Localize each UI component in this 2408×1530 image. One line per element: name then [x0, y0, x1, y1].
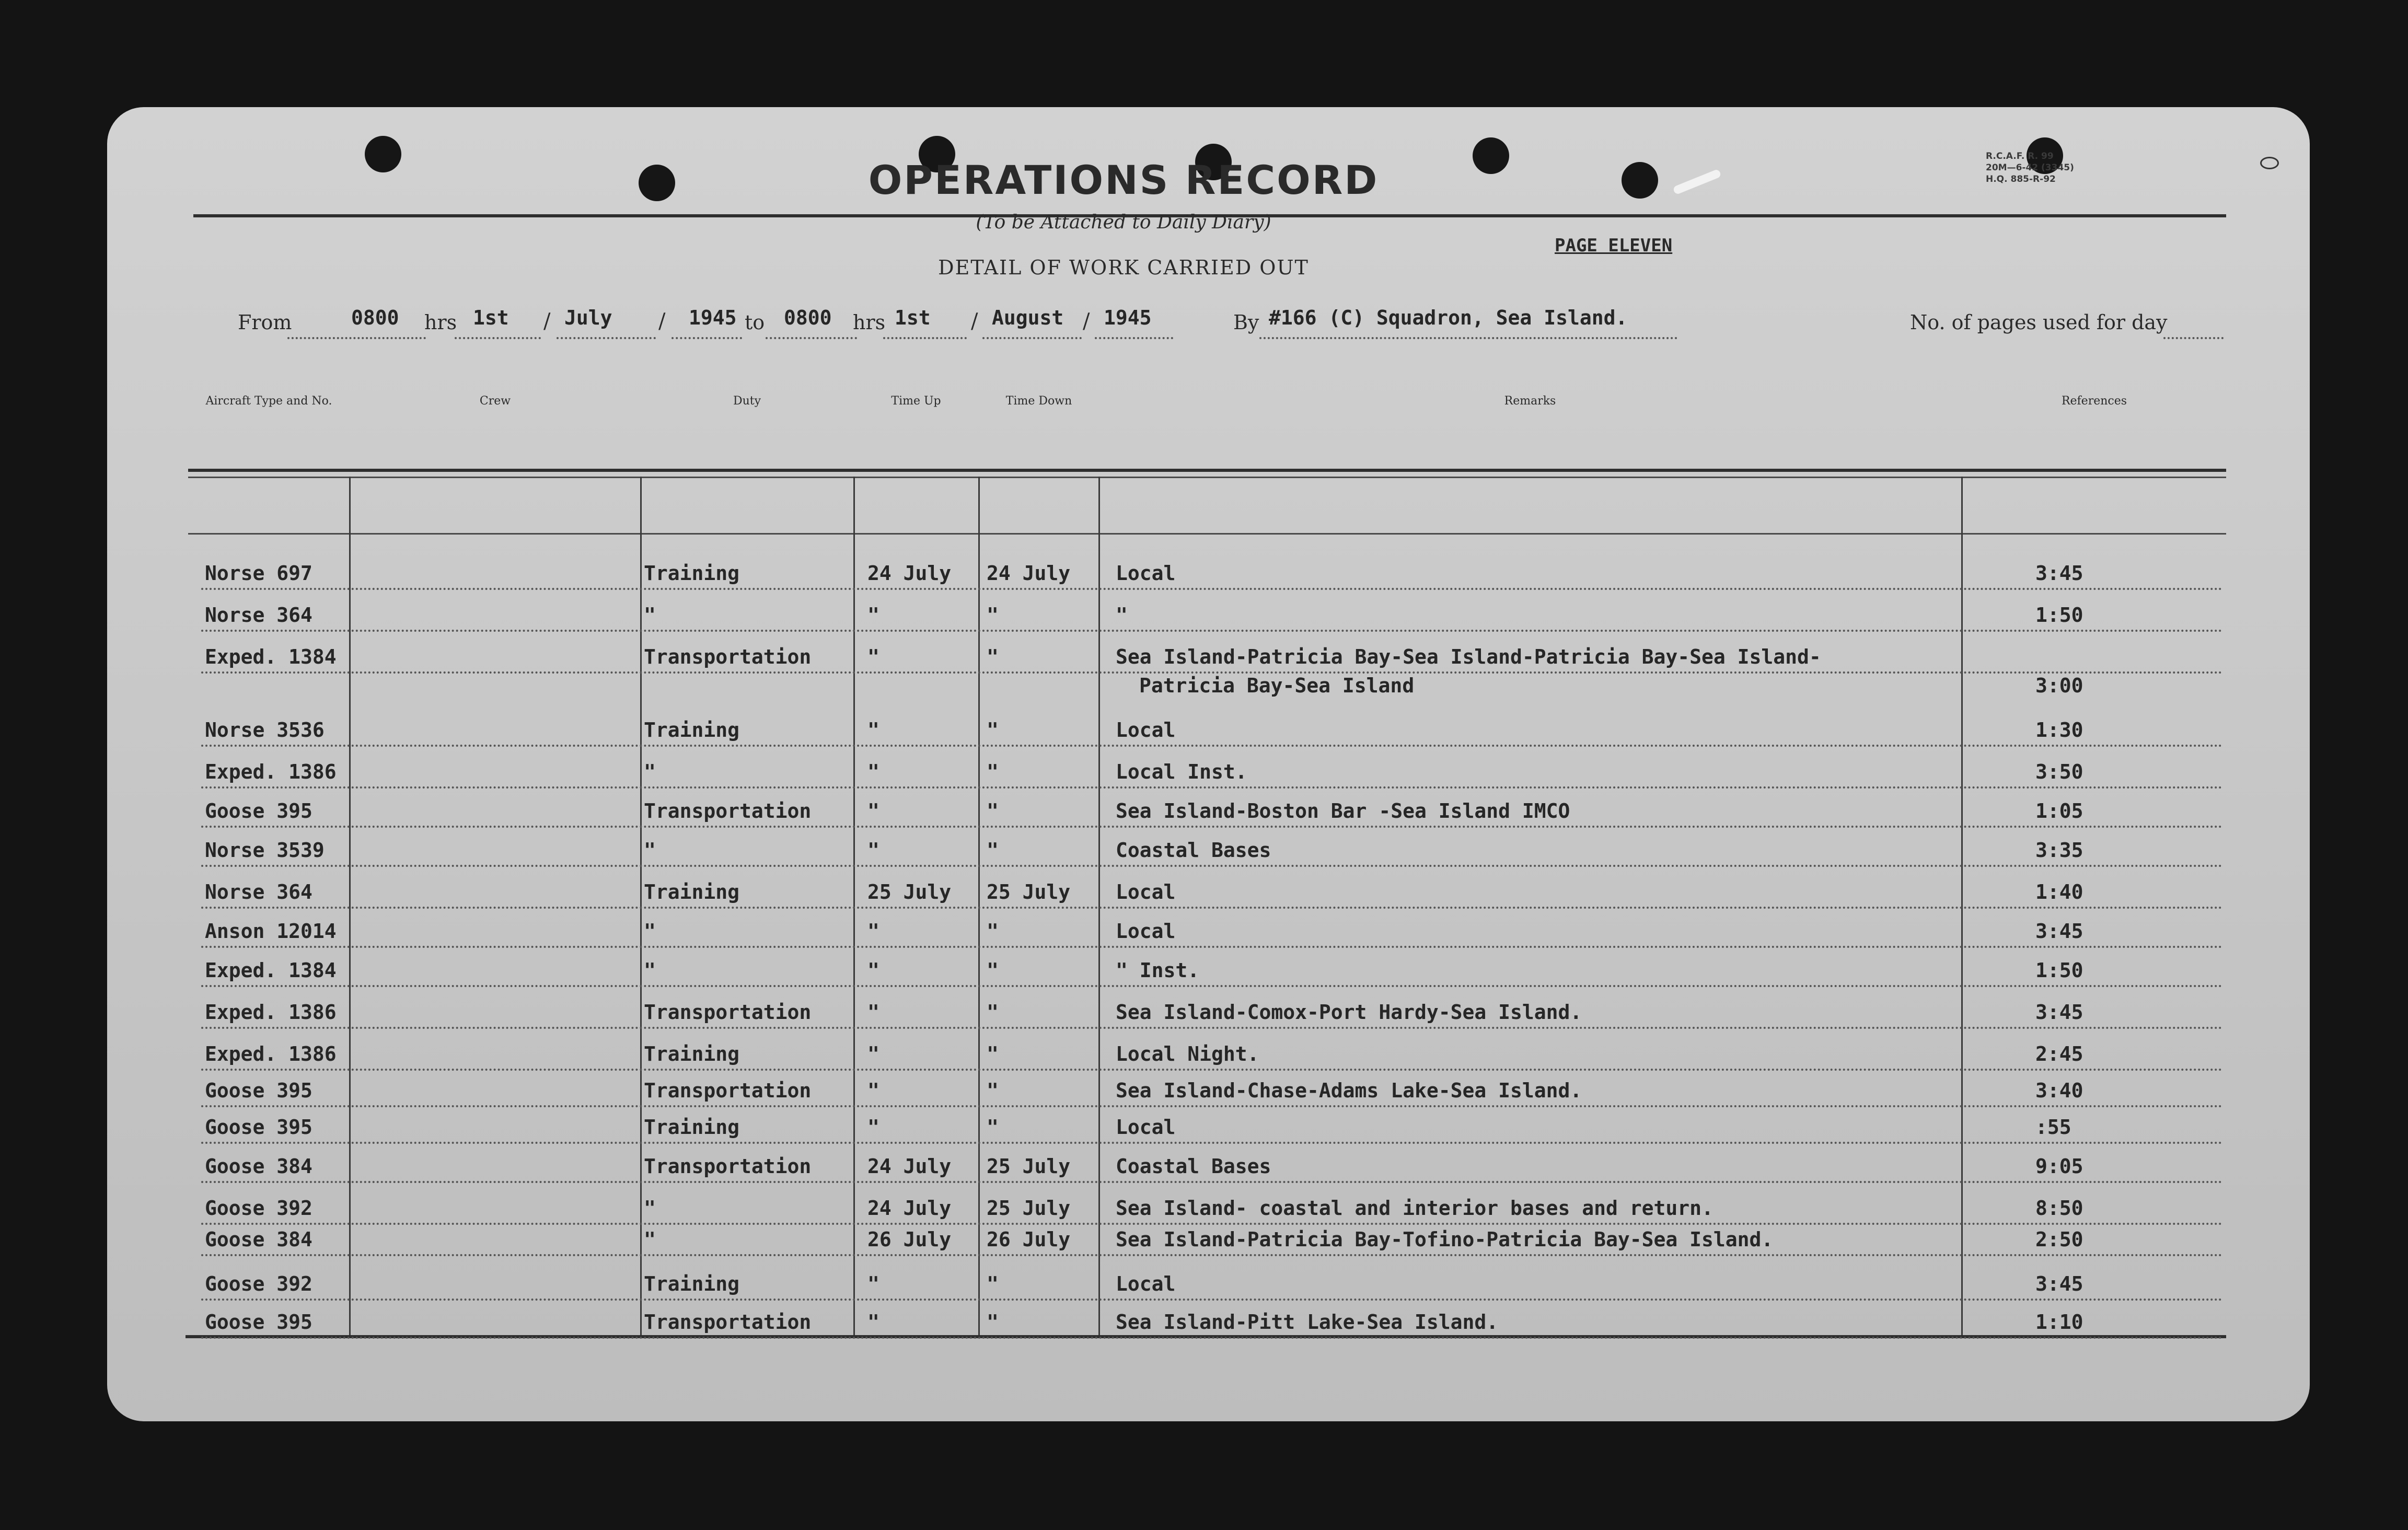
time-down-cell: 25 July	[987, 1197, 1071, 1220]
remarks-cell: Local Night.	[1116, 1042, 1259, 1065]
column-divider	[640, 477, 642, 1335]
reference-cell: 1:05	[2035, 799, 2083, 822]
reference-cell: 3:00	[2035, 674, 2083, 697]
reference-cell: 8:50	[2035, 1197, 2083, 1220]
to-time: 0800	[784, 306, 832, 329]
remarks-cell: Coastal Bases	[1116, 1155, 1271, 1178]
time-down-cell: "	[987, 1116, 999, 1139]
row-dotted-rule	[201, 1337, 2224, 1339]
remarks-cell: Sea Island- coastal and interior bases and return.	[1116, 1197, 1714, 1220]
from-day: 1st	[473, 306, 509, 329]
reference-cell: 9:05	[2035, 1155, 2083, 1178]
punch-hole	[639, 165, 675, 201]
time-up-cell: "	[867, 760, 879, 783]
time-up-cell: "	[867, 1311, 879, 1334]
aircraft-cell: Goose 395	[205, 1311, 312, 1334]
row-dotted-rule	[201, 588, 2224, 590]
time-down-cell: "	[987, 920, 999, 943]
row-dotted-rule	[201, 1254, 2224, 1256]
from-year: 1945	[689, 306, 737, 329]
aircraft-cell: Exped. 1384	[205, 645, 337, 668]
row-dotted-rule	[201, 1069, 2224, 1071]
remarks-cell: " Inst.	[1116, 959, 1200, 982]
reference-cell: 3:40	[2035, 1079, 2083, 1102]
time-up-cell: "	[867, 718, 879, 741]
row-dotted-rule	[201, 745, 2224, 747]
aircraft-cell: Exped. 1384	[205, 959, 337, 982]
header-crew: Crew	[479, 395, 511, 408]
aircraft-cell: Norse 364	[205, 880, 312, 903]
header-time-up: Time Up	[891, 395, 941, 408]
remarks-cell: Local Inst.	[1116, 760, 1247, 783]
aircraft-cell: Exped. 1386	[205, 1001, 337, 1024]
row-dotted-rule	[201, 1105, 2224, 1107]
margin-mark	[2260, 157, 2279, 169]
duty-cell: Training	[644, 1116, 740, 1139]
aircraft-cell: Norse 3536	[205, 718, 325, 741]
column-divider	[349, 477, 351, 1335]
reference-cell: 1:50	[2035, 604, 2083, 627]
reference-cell: 3:45	[2035, 1001, 2083, 1024]
time-up-cell: "	[867, 1042, 879, 1065]
to-day: 1st	[895, 306, 931, 329]
page-number-label: PAGE ELEVEN	[1555, 235, 1673, 256]
header-references: References	[2061, 395, 2127, 408]
remarks-cell: Sea Island-Patricia Bay-Sea Island-Patricia Bay-Sea Island-	[1116, 645, 1821, 668]
remarks-cell: Local	[1116, 562, 1176, 585]
to-month: August	[992, 306, 1064, 329]
unit-name: #166 (C) Squadron, Sea Island.	[1269, 306, 1628, 329]
dotted-line	[455, 337, 541, 339]
time-up-cell: "	[867, 1079, 879, 1102]
time-up-cell: "	[867, 799, 879, 822]
duty-cell: Training	[644, 880, 740, 903]
time-up-cell: 25 July	[867, 880, 952, 903]
time-up-cell: 26 July	[867, 1228, 952, 1251]
date-separator: /	[543, 309, 551, 333]
dotted-line	[1259, 337, 1677, 339]
duty-cell: Transportation	[644, 1001, 812, 1024]
time-down-cell: "	[987, 1042, 999, 1065]
time-down-cell: "	[987, 718, 999, 741]
remarks-cell: Coastal Bases	[1116, 839, 1271, 862]
aircraft-cell: Norse 3539	[205, 839, 325, 862]
form-code-line: 20M—6-42 (3345)	[1986, 163, 2074, 173]
hrs-label: hrs	[853, 311, 886, 334]
time-down-cell: 24 July	[987, 562, 1071, 585]
time-down-cell: "	[987, 604, 999, 627]
punch-hole	[1622, 162, 1658, 199]
date-separator: /	[1083, 309, 1090, 333]
time-down-cell: 25 July	[987, 1155, 1071, 1178]
punch-hole	[365, 136, 401, 172]
duty-cell: Transportation	[644, 645, 812, 668]
aircraft-cell: Goose 392	[205, 1272, 312, 1295]
table-top-rule	[188, 469, 2226, 472]
aircraft-cell: Goose 384	[205, 1228, 312, 1251]
reference-cell: 3:45	[2035, 562, 2083, 585]
column-divider	[978, 477, 980, 1335]
row-dotted-rule	[201, 907, 2224, 909]
time-down-cell: "	[987, 1311, 999, 1334]
from-time: 0800	[351, 306, 399, 329]
reference-cell: 2:45	[2035, 1042, 2083, 1065]
remarks-cell: "	[1116, 604, 1128, 627]
row-dotted-rule	[201, 1181, 2224, 1183]
reference-cell: 1:30	[2035, 718, 2083, 741]
duty-cell: Transportation	[644, 1311, 812, 1334]
header-duty: Duty	[733, 395, 761, 408]
time-up-cell: "	[867, 920, 879, 943]
page-subtitle: (To be Attached to Daily Diary)	[976, 212, 1271, 233]
row-dotted-rule	[201, 985, 2224, 987]
remarks-cell: Sea Island-Chase-Adams Lake-Sea Island.	[1116, 1079, 1582, 1102]
duty-cell: Training	[644, 562, 740, 585]
duty-cell: "	[644, 1197, 656, 1220]
row-dotted-rule	[201, 786, 2224, 789]
aircraft-cell: Goose 384	[205, 1155, 312, 1178]
row-dotted-rule	[201, 1027, 2224, 1029]
reference-cell: 1:40	[2035, 880, 2083, 903]
dotted-line	[287, 337, 426, 339]
dotted-line	[557, 337, 656, 339]
aircraft-cell: Norse 364	[205, 604, 312, 627]
punch-hole	[1473, 137, 1509, 174]
header-aircraft: Aircraft Type and No.	[205, 395, 332, 408]
header-bottom-rule	[188, 533, 2226, 535]
row-dotted-rule	[201, 1223, 2224, 1225]
dotted-line	[883, 337, 967, 339]
column-divider	[853, 477, 855, 1335]
aircraft-cell: Goose 395	[205, 1116, 312, 1139]
reference-cell: 2:50	[2035, 1228, 2083, 1251]
duty-cell: "	[644, 1228, 656, 1251]
page-title: OPERATIONS RECORD	[868, 157, 1379, 203]
reference-cell: :55	[2035, 1116, 2071, 1139]
date-separator: /	[658, 309, 666, 333]
row-dotted-rule	[201, 826, 2224, 828]
duty-cell: Transportation	[644, 1079, 812, 1102]
aircraft-cell: Exped. 1386	[205, 1042, 337, 1065]
duty-cell: "	[644, 760, 656, 783]
remarks-cell: Sea Island-Boston Bar -Sea Island IMCO	[1116, 799, 1570, 822]
dotted-line	[1095, 337, 1173, 339]
dotted-line	[766, 337, 857, 339]
time-up-cell: "	[867, 1116, 879, 1139]
aircraft-cell: Goose 395	[205, 1079, 312, 1102]
time-down-cell: "	[987, 1272, 999, 1295]
dotted-line	[672, 337, 742, 339]
remarks-cell: Local	[1116, 718, 1176, 741]
detail-heading: DETAIL OF WORK CARRIED OUT	[938, 256, 1309, 279]
row-dotted-rule	[201, 865, 2224, 867]
aircraft-cell: Anson 12014	[205, 920, 337, 943]
duty-cell: "	[644, 839, 656, 862]
to-year: 1945	[1104, 306, 1152, 329]
remarks-cell: Sea Island-Patricia Bay-Tofino-Patricia Bay-Sea Island.	[1116, 1228, 1774, 1251]
time-up-cell: 24 July	[867, 1155, 952, 1178]
form-code-line: R.C.A.F. R. 99	[1986, 151, 2054, 161]
form-code-line: H.Q. 885-R-92	[1986, 174, 2056, 184]
row-dotted-rule	[201, 946, 2224, 948]
pages-used-label: No. of pages used for day	[1910, 311, 2168, 334]
time-down-cell: 26 July	[987, 1228, 1071, 1251]
time-up-cell: "	[867, 839, 879, 862]
time-down-cell: "	[987, 760, 999, 783]
header-remarks: Remarks	[1504, 395, 1556, 408]
time-up-cell: "	[867, 645, 879, 668]
reference-cell: 1:10	[2035, 1311, 2083, 1334]
time-up-cell: "	[867, 959, 879, 982]
remarks-cell: Sea Island-Pitt Lake-Sea Island.	[1116, 1311, 1499, 1334]
remarks-cell: Local	[1116, 880, 1176, 903]
time-down-cell: "	[987, 959, 999, 982]
row-dotted-rule	[201, 1299, 2224, 1301]
time-up-cell: 24 July	[867, 1197, 952, 1220]
form-code	[1986, 150, 2085, 185]
time-up-cell: 24 July	[867, 562, 952, 585]
remarks-cell: Local	[1116, 1116, 1176, 1139]
reference-cell: 3:45	[2035, 1272, 2083, 1295]
dotted-line	[982, 337, 1082, 339]
from-month: July	[564, 306, 612, 329]
remarks-continuation-cell: Patricia Bay-Sea Island	[1139, 674, 1415, 697]
time-down-cell: "	[987, 1001, 999, 1024]
remarks-cell: Local	[1116, 1272, 1176, 1295]
duty-cell: Training	[644, 718, 740, 741]
duty-cell: Training	[644, 1042, 740, 1065]
table-top-rule-inner	[188, 477, 2226, 478]
aircraft-cell: Exped. 1386	[205, 760, 337, 783]
reference-cell: 3:45	[2035, 920, 2083, 943]
aircraft-cell: Goose 395	[205, 799, 312, 822]
remarks-cell: Local	[1116, 920, 1176, 943]
by-label: By	[1233, 311, 1259, 334]
row-dotted-rule	[201, 671, 2224, 674]
duty-cell: Training	[644, 1272, 740, 1295]
time-down-cell: 25 July	[987, 880, 1071, 903]
remarks-cell: Sea Island-Comox-Port Hardy-Sea Island.	[1116, 1001, 1582, 1024]
duty-cell: "	[644, 920, 656, 943]
from-label: From	[238, 311, 292, 334]
reference-cell: 3:50	[2035, 760, 2083, 783]
to-label: to	[745, 311, 765, 334]
time-down-cell: "	[987, 799, 999, 822]
hrs-label: hrs	[424, 311, 457, 334]
header-time-down: Time Down	[1005, 395, 1072, 408]
aircraft-cell: Norse 697	[205, 562, 312, 585]
duty-cell: "	[644, 604, 656, 627]
time-up-cell: "	[867, 1272, 879, 1295]
time-down-cell: "	[987, 1079, 999, 1102]
reference-cell: 3:35	[2035, 839, 2083, 862]
reference-cell: 1:50	[2035, 959, 2083, 982]
column-divider	[1098, 477, 1100, 1335]
column-divider	[1961, 477, 1963, 1335]
time-down-cell: "	[987, 645, 999, 668]
aircraft-cell: Goose 392	[205, 1197, 312, 1220]
dotted-line	[2163, 337, 2224, 339]
row-dotted-rule	[201, 630, 2224, 632]
duty-cell: Transportation	[644, 799, 812, 822]
time-up-cell: "	[867, 604, 879, 627]
duty-cell: Transportation	[644, 1155, 812, 1178]
duty-cell: "	[644, 959, 656, 982]
time-down-cell: "	[987, 839, 999, 862]
date-separator: /	[971, 309, 978, 333]
row-dotted-rule	[201, 1142, 2224, 1144]
time-up-cell: "	[867, 1001, 879, 1024]
